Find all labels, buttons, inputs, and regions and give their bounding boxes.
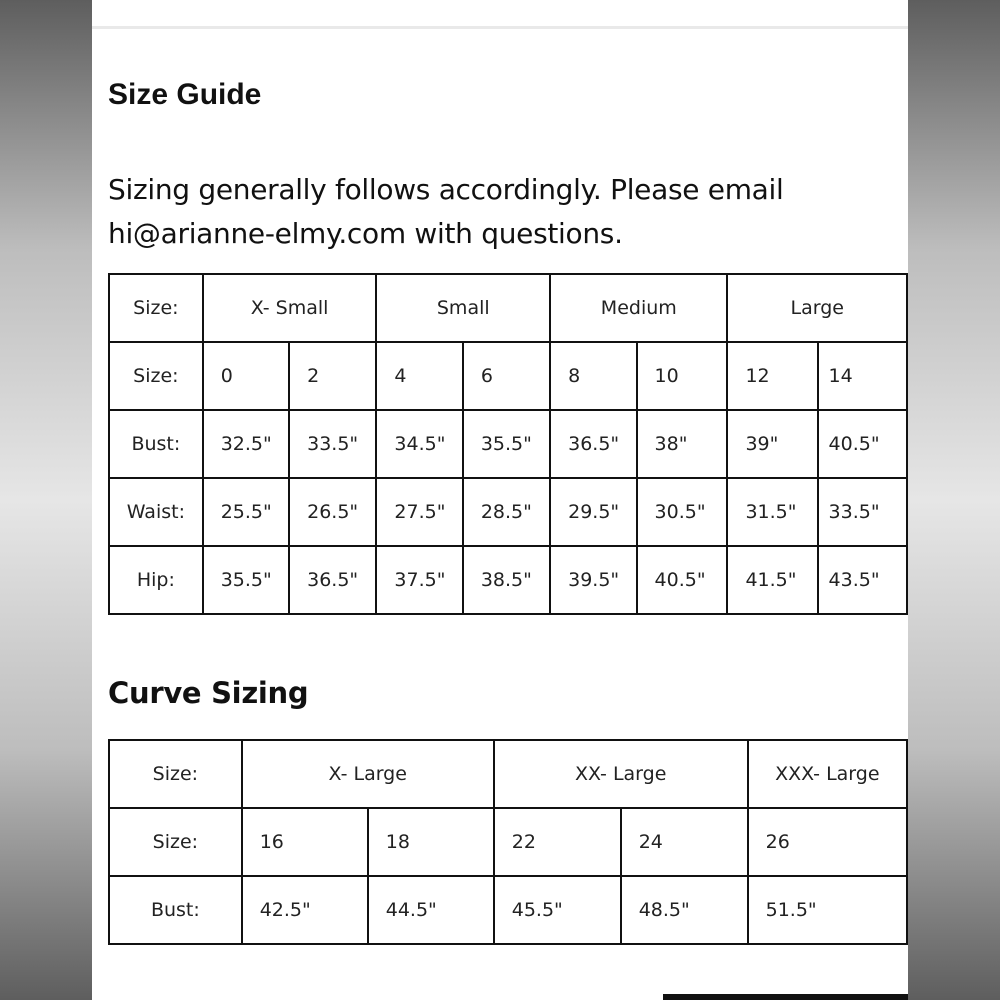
table-cell: 40.5" <box>637 546 728 614</box>
table-cell: 38.5" <box>463 546 550 614</box>
table-cell: 32.5" <box>203 410 289 478</box>
page-title: Size Guide <box>108 78 262 111</box>
curve-sizing-table <box>108 739 908 945</box>
table-cell: 2 <box>289 342 376 410</box>
table-cell: 16 <box>242 808 368 876</box>
table-row <box>109 808 907 876</box>
table-cell: 48.5" <box>621 876 748 944</box>
table-cell: 51.5" <box>748 876 907 944</box>
table-cell: 39.5" <box>550 546 636 614</box>
group-xx-large: XX- Large <box>494 740 748 808</box>
table-cell: 38" <box>637 410 728 478</box>
table-header-row <box>109 740 907 808</box>
row-label: Bust: <box>109 410 203 478</box>
table-row <box>109 342 907 410</box>
row-label: Size: <box>109 342 203 410</box>
table-cell: 45.5" <box>494 876 621 944</box>
table-cell: 33.5" <box>289 410 376 478</box>
table-row <box>109 546 907 614</box>
table-cell: 8 <box>550 342 636 410</box>
table-cell: 31.5" <box>727 478 817 546</box>
table-cell: 30.5" <box>637 478 728 546</box>
table-cell: 29.5" <box>550 478 636 546</box>
table-cell: 4 <box>376 342 462 410</box>
group-x-large: X- Large <box>242 740 494 808</box>
table-cell: 26.5" <box>289 478 376 546</box>
table-cell: 28.5" <box>463 478 550 546</box>
header-label: Size: <box>109 740 242 808</box>
group-large: Large <box>727 274 907 342</box>
table-cell: 35.5" <box>463 410 550 478</box>
table-cell: 14 <box>818 342 907 410</box>
table-cell: 26 <box>748 808 907 876</box>
table-row <box>109 478 907 546</box>
size-guide-page <box>92 0 908 1000</box>
row-label: Waist: <box>109 478 203 546</box>
table-cell: 36.5" <box>550 410 636 478</box>
table-cell: 41.5" <box>727 546 817 614</box>
table-cell: 24 <box>621 808 748 876</box>
group-medium: Medium <box>550 274 727 342</box>
table-row <box>109 410 907 478</box>
table-row <box>109 876 907 944</box>
table-cell: 37.5" <box>376 546 462 614</box>
table-cell: 42.5" <box>242 876 368 944</box>
table-cell: 18 <box>368 808 494 876</box>
table-cell: 34.5" <box>376 410 462 478</box>
row-label: Size: <box>109 808 242 876</box>
row-label: Bust: <box>109 876 242 944</box>
table-cell: 36.5" <box>289 546 376 614</box>
group-xxx-large: XXX- Large <box>748 740 907 808</box>
table-cell: 10 <box>637 342 728 410</box>
table-cell: 44.5" <box>368 876 494 944</box>
table-cell: 40.5" <box>818 410 907 478</box>
intro-text: Sizing generally follows accordingly. Please email hi@arianne-elmy.com with questions. <box>108 173 784 250</box>
table-cell: 39" <box>727 410 817 478</box>
table-cell: 25.5" <box>203 478 289 546</box>
size-table <box>108 273 908 615</box>
top-divider <box>92 0 908 29</box>
background-right <box>908 0 1000 1000</box>
group-x-small: X- Small <box>203 274 377 342</box>
table-cell: 27.5" <box>376 478 462 546</box>
table-cell: 43.5" <box>818 546 907 614</box>
background-left <box>0 0 92 1000</box>
row-label: Hip: <box>109 546 203 614</box>
table-cell: 6 <box>463 342 550 410</box>
bottom-bar <box>663 994 908 1000</box>
table-cell: 35.5" <box>203 546 289 614</box>
table-cell: 33.5" <box>818 478 907 546</box>
group-small: Small <box>376 274 550 342</box>
header-label: Size: <box>109 274 203 342</box>
table-cell: 12 <box>727 342 817 410</box>
table-cell: 22 <box>494 808 621 876</box>
curve-sizing-title: Curve Sizing <box>108 676 309 710</box>
table-cell: 0 <box>203 342 289 410</box>
table-header-row <box>109 274 907 342</box>
